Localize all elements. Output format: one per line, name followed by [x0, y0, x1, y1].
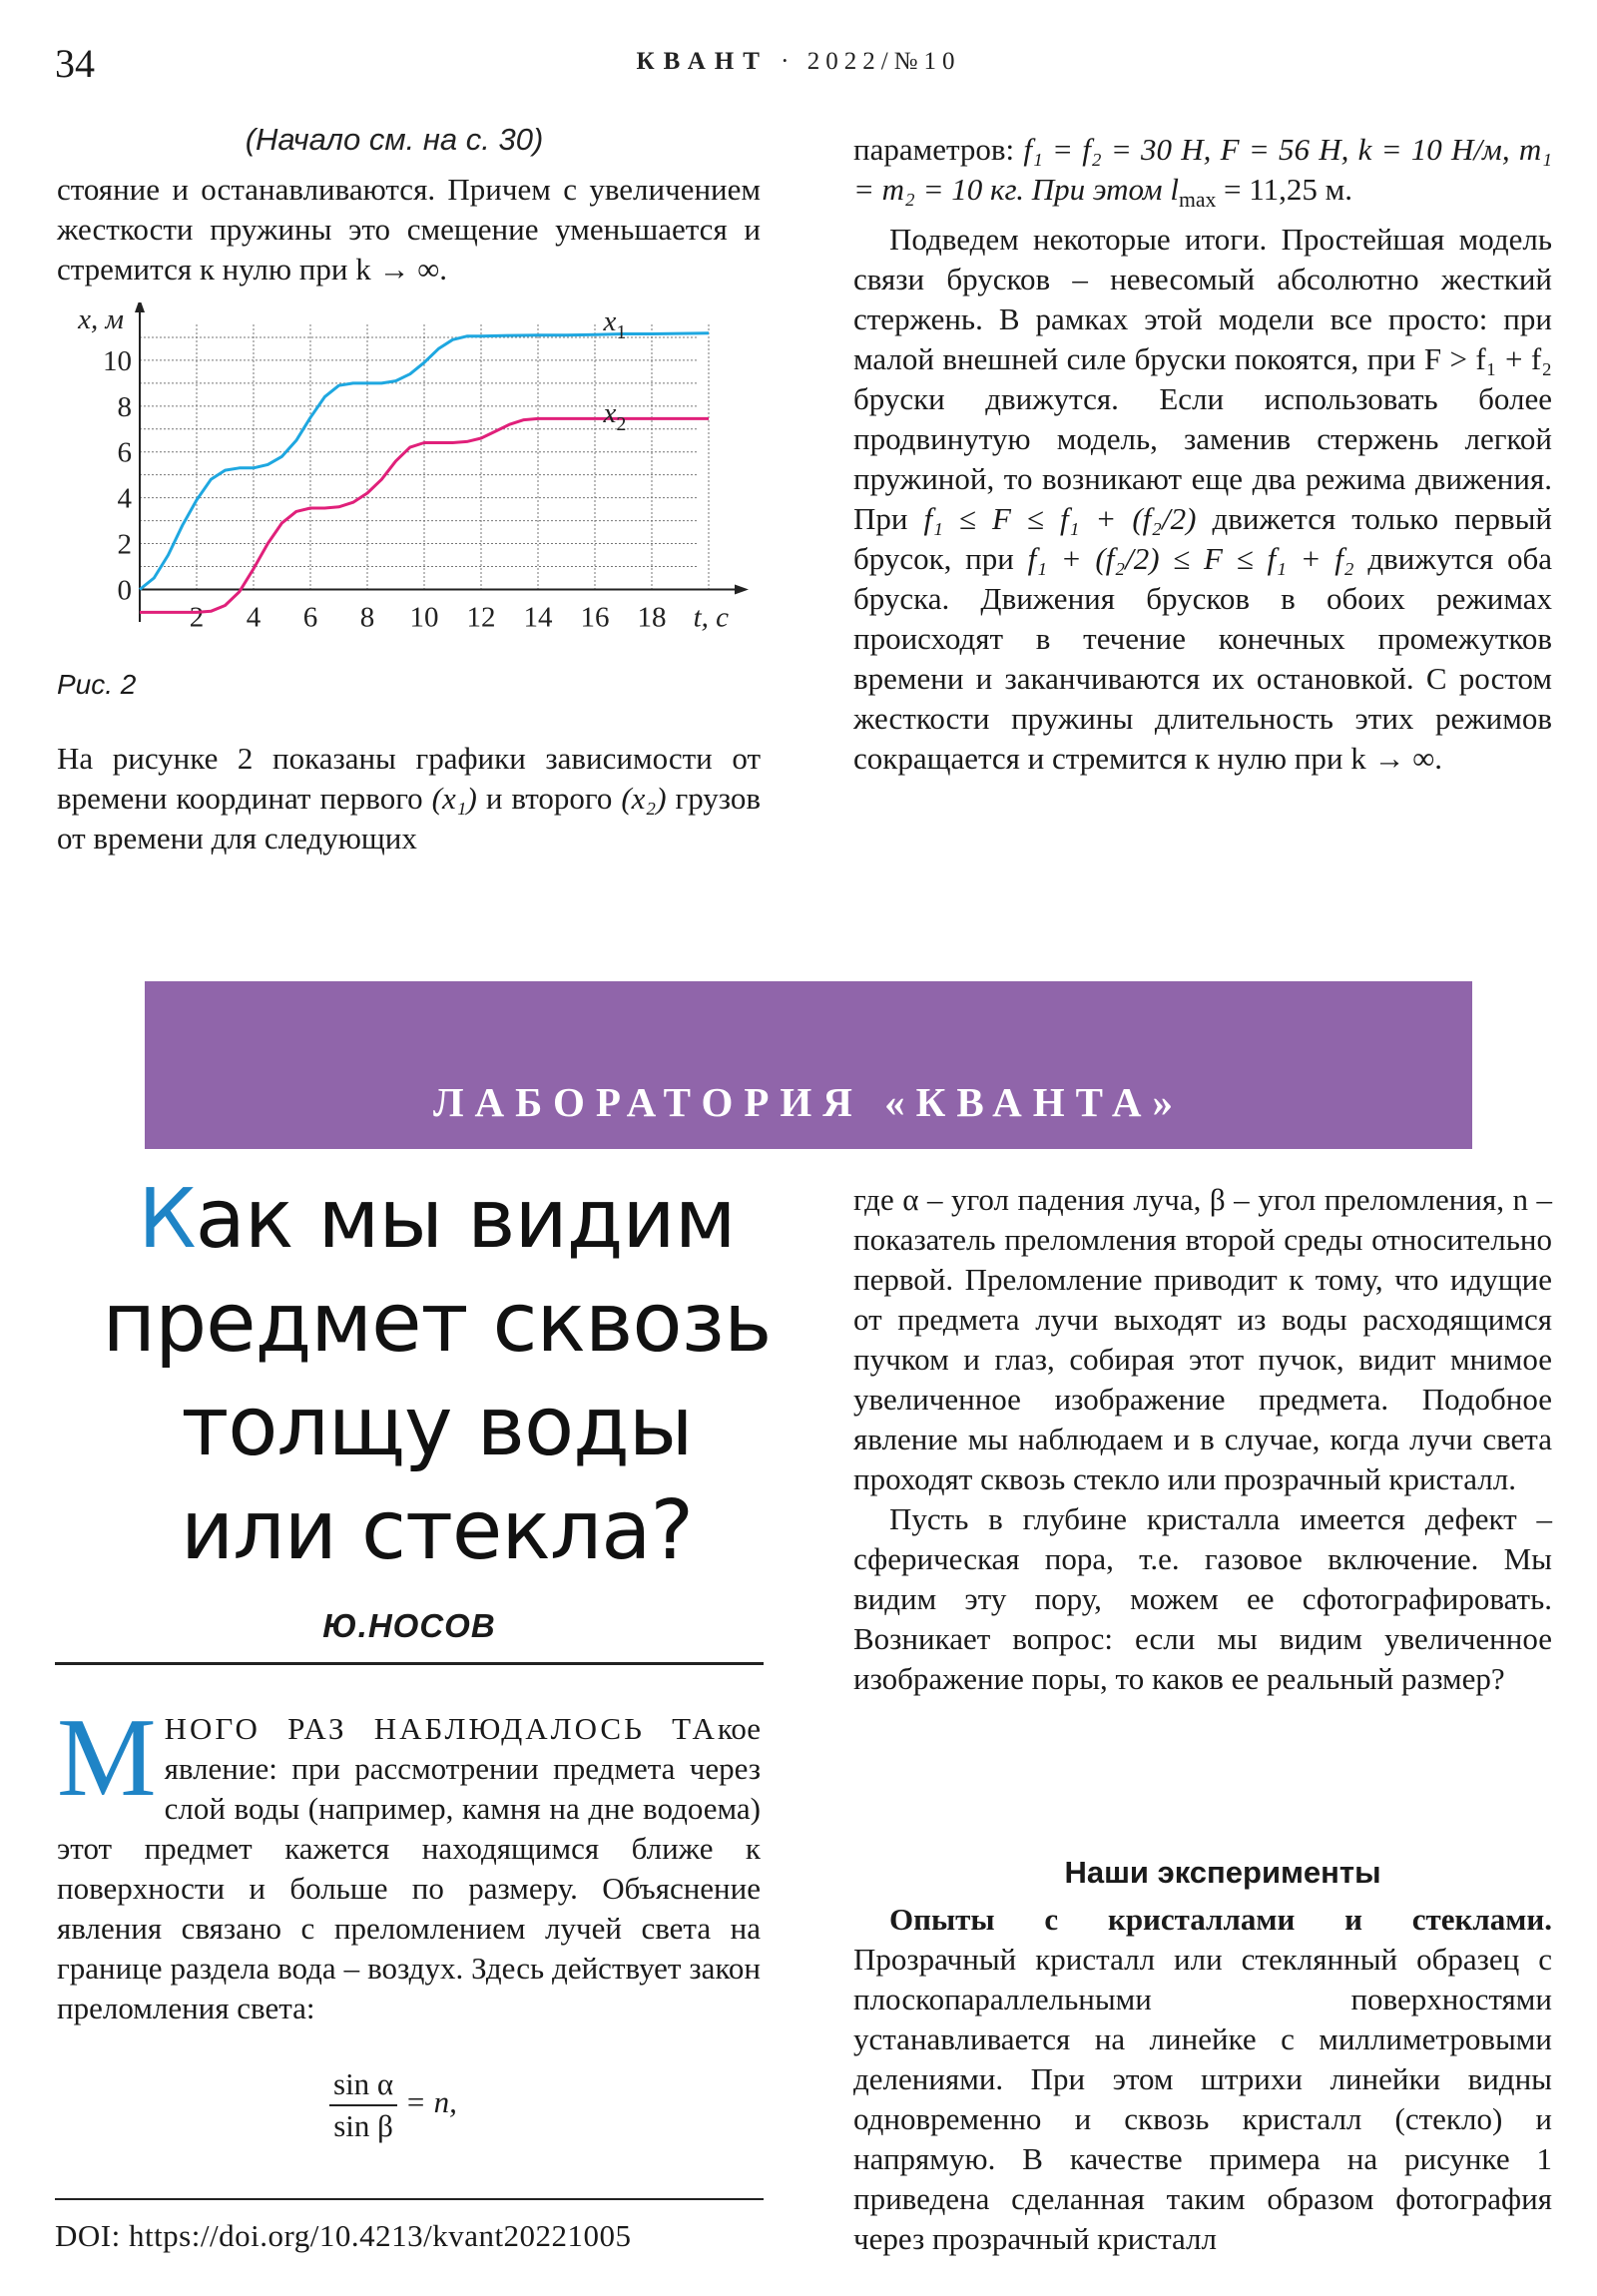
series-label-2: $x_2$	[603, 396, 627, 435]
x-tick-label: 16	[580, 601, 610, 634]
params-values: f₁ = f₂ = 30 Н, F = 56 Н, k = 10 Н/м, m₁ = m₂ = 10 кг. При этом l	[853, 132, 1553, 207]
doi-link[interactable]: DOI: https://doi.org/10.4213/kvant20221005	[55, 2218, 632, 2253]
left-top-text: стояние и останавливаются. Причем с увеличением жесткости пружины это смещение уменьшается и стремится к нулю при k → ∞.	[57, 172, 761, 287]
inequality-2: f₁ + (f₂/2) ≤ F ≤ f₁ + f₂	[1027, 541, 1354, 577]
fig-desc-part-a: На рисунке 2 показаны графики зависимости от времени координат первого	[57, 741, 761, 816]
doi-rule	[55, 2198, 764, 2200]
issue-number: 2022/№10	[806, 48, 961, 75]
title-line-2: предмет сквозь	[102, 1276, 772, 1371]
formula-rhs: = n,	[404, 2084, 457, 2120]
summary-text-b: движется только первый брусок, при	[853, 501, 1553, 577]
y-axis-arrow	[135, 302, 145, 312]
formula-fraction	[329, 2066, 397, 2144]
x2-inline: (x₂)	[621, 781, 667, 816]
experiments-text: Прозрачный кристалл или стеклянный образец с плоскопараллельными поверхностями устанавливается на линейке с миллиметровыми делениями. При этом штрихи линейки видны одновременно и сквозь кристалл (стекло) и напрямую. В качестве примера на рисунке 1 приведена сделанная таким образом фотография через прозрачный кристалл	[853, 1942, 1552, 2256]
continuation-note: (Начало см. на с. 30)	[245, 122, 544, 157]
header-separator: ·	[781, 48, 796, 75]
fig-desc-part-b: и второго	[485, 781, 613, 816]
right-top-column	[853, 130, 1552, 779]
y-tick-label: 8	[117, 390, 132, 423]
author-name: Ю.НОСОВ	[322, 1607, 496, 1644]
article-title	[55, 1168, 818, 1583]
params-label: параметров:	[853, 132, 1015, 167]
x-axis-arrow	[735, 584, 749, 594]
y-tick-label: 6	[117, 436, 132, 469]
y-tick-label: 10	[103, 344, 132, 377]
y-tick-label: 0	[117, 574, 132, 607]
x-tick-label: 18	[637, 601, 667, 634]
section-banner-title: ЛАБОРАТОРИЯ «КВАНТА»	[432, 1079, 1185, 1125]
intro-text: кое явление: при рассмотрении предмета через слой воды (например, камня на дне водоема) этот предмет кажется находящимся ближе к поверхности и больше по размеру. Объяснение явления связано с преломлением лучей света на границе раздела вода – воздух. Здесь действует закон преломления света:	[57, 1711, 761, 2025]
y-axis-label: x, м	[78, 303, 124, 335]
experiments-paragraph	[853, 1900, 1552, 2259]
lmax-value: = 11,25 м.	[1216, 172, 1352, 207]
title-line-3: толщу воды	[181, 1380, 693, 1474]
crystal-defect-paragraph: Пусть в глубине кристалла имеется дефект – сферическая пора, т.е. газовое включение. Мы видим эту пору, можем ее сфотографировать. Возникает вопрос: если мы видим увеличенное изображение поры, то каков ее реальный размер?	[853, 1501, 1552, 1696]
series-label-1: $x_1$	[603, 305, 627, 344]
x-tick-label: 10	[409, 601, 439, 634]
title-line-1: ак мы видим	[195, 1172, 736, 1267]
x-tick-label: 6	[302, 601, 318, 634]
x-tick-label: 4	[246, 601, 262, 634]
left-top-paragraph	[57, 170, 761, 289]
drop-cap: М	[57, 1696, 157, 1820]
intro-paragraph	[57, 1696, 761, 2028]
section-subheading: Наши эксперименты	[1064, 1855, 1381, 1890]
left-figure-description	[57, 739, 761, 859]
y-tick-label: 2	[117, 528, 132, 561]
summary-text-c: движутся оба бруска. Движения брусков в обоих режимах происходят в течение конечных промежутков времени и заканчиваются их остановкой. С ростом жесткости пружины длительность этих режимов сокращается и стремится к нулю при k → ∞.	[853, 541, 1553, 777]
refraction-formula	[329, 2066, 457, 2144]
figure-2-chart	[55, 302, 774, 662]
x-tick-label: 2	[189, 601, 205, 634]
y-tick-label: 4	[117, 482, 132, 515]
lmax-subscript: max	[1178, 188, 1217, 213]
formula-numerator: sin α	[329, 2066, 397, 2106]
summary-text-a: Подведем некоторые итоги. Простейшая модель связи брусков – невесомый абсолютно жесткий стержень. В рамках этой модели все просто: при малой внешней силе бруски покоятся, при F > f₁ + f₂ бруски движутся. Если использовать более продвинутую модель, заменив стержень легкой пружиной, то возникают еще два режима движения. При	[853, 222, 1552, 537]
figure-caption: Рис. 2	[57, 669, 137, 700]
article-right-column	[853, 1180, 1552, 1699]
author-rule	[55, 1662, 764, 1665]
formula-denominator: sin β	[333, 2108, 393, 2143]
page-number: 34	[55, 41, 95, 86]
x1-inline: (x₁)	[431, 781, 477, 816]
x-tick-label: 8	[359, 601, 375, 634]
running-header	[0, 48, 1597, 76]
x-axis-label: t, с	[693, 601, 729, 634]
intro-smallcaps: НОГО РАЗ НАБЛЮДАЛОСЬ ТА	[164, 1711, 718, 1746]
inequality-1: f₁ ≤ F ≤ f₁ + (f₂/2)	[923, 501, 1197, 537]
x-tick-label: 14	[523, 601, 553, 634]
series-line-2	[140, 418, 709, 612]
title-line-4: или стекла?	[180, 1483, 694, 1578]
refraction-explanation: где α – угол падения луча, β – угол преломления, n – показатель преломления второй среды относительно первой. Преломление приводит к тому, что идущие от предмета лучи выходят из воды расходящимся пучком и глаз, собирая этот пучок, видит мнимое увеличенное изображение предмета. Подобное явление мы наблюдаем и в случае, когда лучи света проходят сквозь стекло или прозрачный кристалл.	[853, 1182, 1552, 1496]
title-first-letter: К	[138, 1172, 196, 1267]
journal-name: КВАНТ	[636, 48, 769, 75]
x-tick-label: 12	[466, 601, 496, 634]
fig-desc-part-c: грузов от времени для следующих	[57, 781, 762, 856]
experiments-lead: Опыты с кристаллами и стеклами.	[889, 1902, 1552, 1937]
